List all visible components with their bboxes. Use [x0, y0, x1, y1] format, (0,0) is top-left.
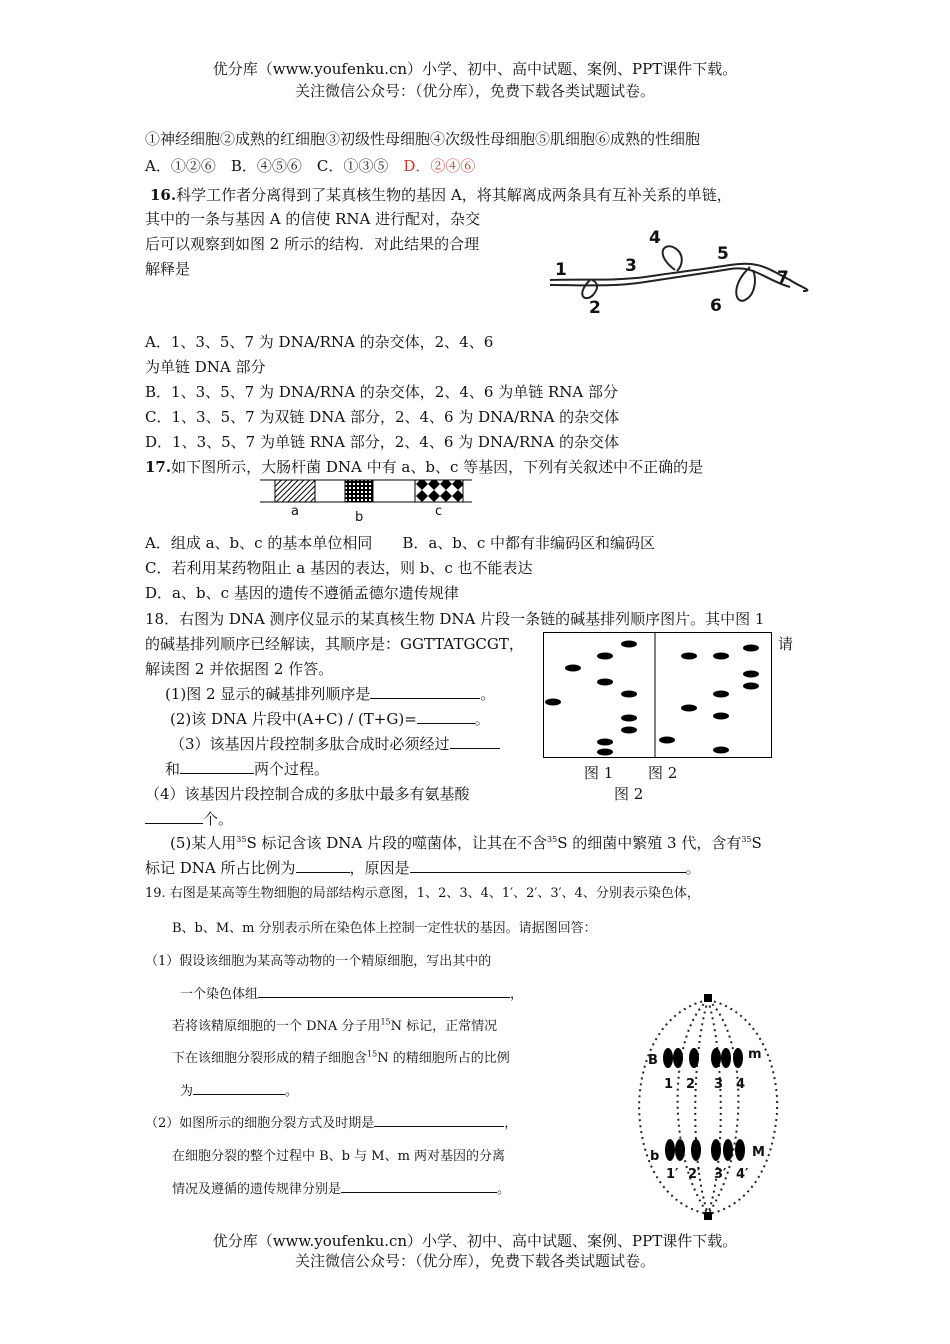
cell-label-2: 2 — [686, 1077, 696, 1092]
chromosome — [723, 1139, 733, 1161]
band — [621, 715, 637, 722]
q18-sub-6 — [145, 857, 701, 878]
cell-label-1p: 1′ — [666, 1167, 679, 1182]
q16-label-2: 2 — [589, 298, 601, 318]
band — [621, 727, 637, 734]
q16-label-4: 4 — [649, 228, 661, 248]
cell-label-2p: 2′ — [688, 1167, 701, 1182]
q17-label-c: c — [435, 504, 443, 519]
q16-label-3: 3 — [625, 256, 637, 276]
q19-part-1b — [180, 983, 523, 1002]
q18-sub-3b-text: 和 — [165, 760, 181, 778]
centrosome-bottom — [704, 1212, 712, 1220]
q19-part-2b: 在细胞分裂的整个过程中 B、b 与 M、m 两对基因的分离 — [172, 1149, 506, 1164]
q19-comma: ， — [510, 987, 524, 1002]
q18-blank-5b[interactable] — [410, 858, 686, 873]
q15-options-abc: A．①②⑥ B．④⑤⑥ C．①③⑤ — [145, 157, 404, 175]
q18-period: 。 — [685, 859, 701, 877]
q18-fig2-label: 图 2 — [648, 764, 678, 782]
chromosome — [675, 1139, 685, 1161]
q19-blank-4[interactable] — [341, 1178, 497, 1193]
q19-part-1c2-text: N 标记，正常情况 — [390, 1019, 498, 1034]
q19-stem-2: B、b、M、m 分别表示所在染色体上控制一定性状的基因。请据图回答： — [172, 921, 597, 936]
q19-period: 。 — [285, 1084, 299, 1099]
q18-sub-5d: S — [751, 834, 762, 852]
footer-line-1: 优分库（www.youfenku.cn）小学、初中、高中试题、案例、PPT课件下载。 — [212, 1232, 738, 1250]
q17-option-ab: A．组成 a、b、c 的基本单位相同 B．a、b、c 中都有非编码区和编码区 — [145, 534, 656, 552]
chromosome — [673, 1048, 683, 1068]
q19-blank-2[interactable] — [193, 1080, 285, 1095]
q18-sub-5a: (5)某人用 — [170, 834, 237, 852]
q18-sub-3b — [165, 758, 329, 779]
q16-stem-2: 其中的一条与基因 A 的信使 RNA 进行配对，杂交 — [145, 210, 481, 228]
q16-loop-4 — [663, 246, 682, 271]
q19-blank-3[interactable] — [374, 1112, 504, 1127]
q19-comma: ， — [504, 1116, 518, 1131]
q18-blank-4[interactable] — [145, 809, 203, 824]
q16-loop-2 — [582, 280, 597, 298]
chromosome — [711, 1048, 721, 1068]
chromosome — [689, 1048, 699, 1068]
header-line-2: 关注微信公众号：（优分库），免费下载各类试题试卷。 — [294, 82, 655, 100]
q19-part-2c-text: 情况及遵循的遗传规律分别是 — [172, 1182, 342, 1197]
q18-sub-4b — [145, 808, 233, 829]
q16-option-d: D．1、3、5、7 为单链 RNA 部分，2、4、6 为 DNA/RNA 的杂交体 — [145, 433, 619, 451]
q18-stem-3: 解读图 2 并依据图 2 作答。 — [145, 660, 334, 678]
q16-option-a-2: 为单链 DNA 部分 — [145, 358, 266, 376]
cell-label-3p: 3′ — [714, 1167, 727, 1182]
cell-label-m: m — [748, 1047, 762, 1062]
q19-stem-1: 19. 右图是某高等生物细胞的局部结构示意图，1、2、3、4、1′、2′、3′、4、分别表示染色体， — [145, 886, 700, 901]
q19-part-1c — [172, 1015, 497, 1034]
q19-part-1e — [180, 1080, 298, 1099]
centrosome-top — [704, 994, 712, 1002]
sup-15: 15 — [367, 1049, 378, 1059]
q18-stem-2-end: 请 — [778, 635, 794, 653]
q17-gene-figure — [260, 478, 480, 524]
q16-label-5: 5 — [717, 244, 729, 264]
q16-stem-3: 后可以观察到如图 2 所示的结构．对此结果的合理 — [145, 235, 480, 253]
q18-figure-frame — [544, 633, 772, 758]
q17-option-c: C．若利用某药物阻止 a 基因的表达，则 b、c 也不能表达 — [145, 559, 533, 577]
q19-part-1e-text: 为 — [180, 1084, 194, 1099]
q18-blank-3a[interactable] — [450, 734, 500, 749]
band — [597, 679, 613, 686]
q18-sub-3-text: （3）该基因片段控制多肽合成时必须经过 — [170, 735, 450, 753]
q16-option-a-1: A．1、3、5、7 为 DNA/RNA 的杂交体，2、4、6 — [145, 333, 494, 351]
q16-stem-1 — [150, 184, 732, 205]
q18-sub-3c-text: 两个过程。 — [254, 760, 330, 778]
q16-loop-6 — [736, 267, 755, 301]
q18-sequencing-figure — [543, 632, 773, 760]
band — [621, 641, 637, 648]
q18-stem-2: 的碱基排列顺序已经解读，其顺序是：GGTTATGCGT， — [145, 635, 524, 653]
q18-sub-1 — [165, 683, 495, 704]
q17-option-d: D．a、b、c 基因的遗传不遵循孟德尔遗传规律 — [145, 584, 459, 602]
q18-sub-6b-text: ，原因是 — [349, 859, 410, 877]
chromosome — [711, 1139, 721, 1161]
q17-gene-c — [415, 480, 463, 502]
q15-option-d: D．②④⑥ — [403, 157, 476, 175]
q18-sub-2-text: (2)该 DNA 片段中(A+C) / (T+G)= — [170, 710, 417, 728]
q17-number: 17. — [145, 458, 172, 476]
q16-label-7: 7 — [777, 268, 789, 288]
q19-period: 。 — [497, 1182, 511, 1197]
cell-label-4p: 4′ — [736, 1167, 749, 1182]
band — [743, 645, 759, 652]
band — [545, 699, 561, 706]
q19-part-1: （1）假设该细胞为某高等动物的一个精原细胞，写出其中的 — [145, 954, 492, 969]
chromosome — [691, 1139, 701, 1161]
q19-part-1b-text: 一个染色体组 — [180, 987, 259, 1002]
q18-blank-5a[interactable] — [296, 858, 350, 873]
q19-part-2 — [145, 1112, 517, 1131]
band — [713, 691, 729, 698]
q19-part-1d-text: 下在该细胞分裂形成的精子细胞含 — [172, 1051, 368, 1066]
q16-label-1: 1 — [555, 260, 567, 280]
sup-35: 35 — [547, 835, 558, 844]
q18-sub-6-text: 标记 DNA 所占比例为 — [145, 859, 296, 877]
q18-stem-1: 18．右图为 DNA 测序仪显示的某真核生物 DNA 片段一条链的碱基排列顺序图片。其中图 1 — [145, 610, 765, 628]
band — [713, 713, 729, 720]
q18-fig1-label: 图 1 — [584, 764, 614, 782]
q16-option-b: B．1、3、5、7 为 DNA/RNA 的杂交体，2、4、6 为单链 RNA 部分 — [145, 383, 618, 401]
q17-gene-b — [345, 480, 373, 502]
q17-label-b: b — [355, 510, 364, 524]
chromosome — [665, 1139, 675, 1161]
q19-blank-1[interactable] — [258, 983, 510, 998]
chromosome — [663, 1048, 673, 1068]
q16-label-6: 6 — [710, 296, 722, 316]
band — [597, 749, 613, 756]
header-line-1: 优分库（www.youfenku.cn）小学、初中、高中试题、案例、PPT课件下载。 — [212, 60, 738, 78]
q18-period: 。 — [474, 710, 490, 728]
q18-sub-1-text: (1)图 2 显示的碱基排列顺序是 — [165, 685, 371, 703]
q18-sub-5b: S 标记含该 DNA 片段的噬菌体，让其在不含 — [246, 834, 548, 852]
q18-sub-4b-text: 个。 — [203, 810, 234, 828]
band — [743, 683, 759, 690]
band — [597, 739, 613, 746]
sup-35: 35 — [741, 835, 752, 844]
q16-number: 16. — [150, 186, 177, 204]
q16-stem-4: 解释是 — [145, 260, 191, 278]
band — [565, 665, 581, 672]
q18-sub-3 — [170, 733, 500, 754]
band — [681, 705, 697, 712]
band — [713, 747, 729, 754]
cell-label-M: M — [752, 1145, 765, 1160]
q18-blank-1[interactable] — [370, 684, 480, 699]
q15-items: ①神经细胞②成熟的红细胞③初级性母细胞④次级性母细胞⑤肌细胞⑥成熟的性细胞 — [145, 130, 701, 148]
cell-label-1: 1 — [664, 1077, 674, 1092]
q16-stem-text: 科学工作者分离得到了某真核生物的基因 A，将其解离成两条具有互补关系的单链， — [176, 186, 732, 204]
sup-15: 15 — [380, 1017, 391, 1027]
q19-part-1c-text: 若将该精原细胞的一个 DNA 分子用 — [172, 1019, 381, 1034]
cell-label-b: b — [650, 1149, 660, 1164]
band — [597, 653, 613, 660]
q18-sub-2 — [170, 708, 490, 729]
chromosome — [733, 1048, 743, 1068]
q18-sub-5 — [170, 832, 762, 853]
sup-35: 35 — [236, 835, 247, 844]
q17-label-a: a — [291, 504, 299, 519]
cell-label-3: 3 — [714, 1077, 724, 1092]
q19-part-1d — [172, 1047, 510, 1066]
q16-hybrid-figure — [545, 225, 810, 320]
cell-label-4: 4 — [736, 1077, 746, 1092]
band — [621, 691, 637, 698]
q19-part-2c — [172, 1178, 510, 1197]
q18-fig-caption: 图 2 — [614, 785, 644, 803]
band — [743, 671, 759, 678]
q18-sub-4: （4）该基因片段控制合成的多肽中最多有氨基酸 — [145, 785, 470, 803]
band — [713, 653, 729, 660]
cell-label-B: B — [648, 1053, 658, 1068]
chromosome — [721, 1048, 731, 1068]
q18-blank-3b[interactable] — [180, 759, 254, 774]
q18-blank-2[interactable] — [417, 709, 475, 724]
q19-part-2-text: （2）如图所示的细胞分裂方式及时期是 — [145, 1116, 375, 1131]
band — [681, 653, 697, 660]
q18-sub-5c: S 的细菌中繁殖 3 代，含有 — [557, 834, 742, 852]
q17-gene-a — [275, 480, 315, 502]
q19-cell-figure — [630, 992, 790, 1224]
q16-option-c: C．1、3、5、7 为双链 DNA 部分，2、4、6 为 DNA/RNA 的杂交体 — [145, 408, 620, 426]
chromosome — [735, 1139, 745, 1161]
q15-options — [145, 155, 475, 176]
q18-period: 。 — [480, 685, 496, 703]
band — [659, 737, 675, 744]
q19-part-1d2-text: N 的精细胞所占的比例 — [377, 1051, 510, 1066]
footer-line-2: 关注微信公众号：（优分库），免费下载各类试题试卷。 — [294, 1252, 655, 1270]
q17-stem-text: 如下图所示，大肠杆菌 DNA 中有 a、b、c 等基因，下列有关叙述中不正确的是 — [171, 458, 704, 476]
q17-stem — [145, 456, 703, 477]
